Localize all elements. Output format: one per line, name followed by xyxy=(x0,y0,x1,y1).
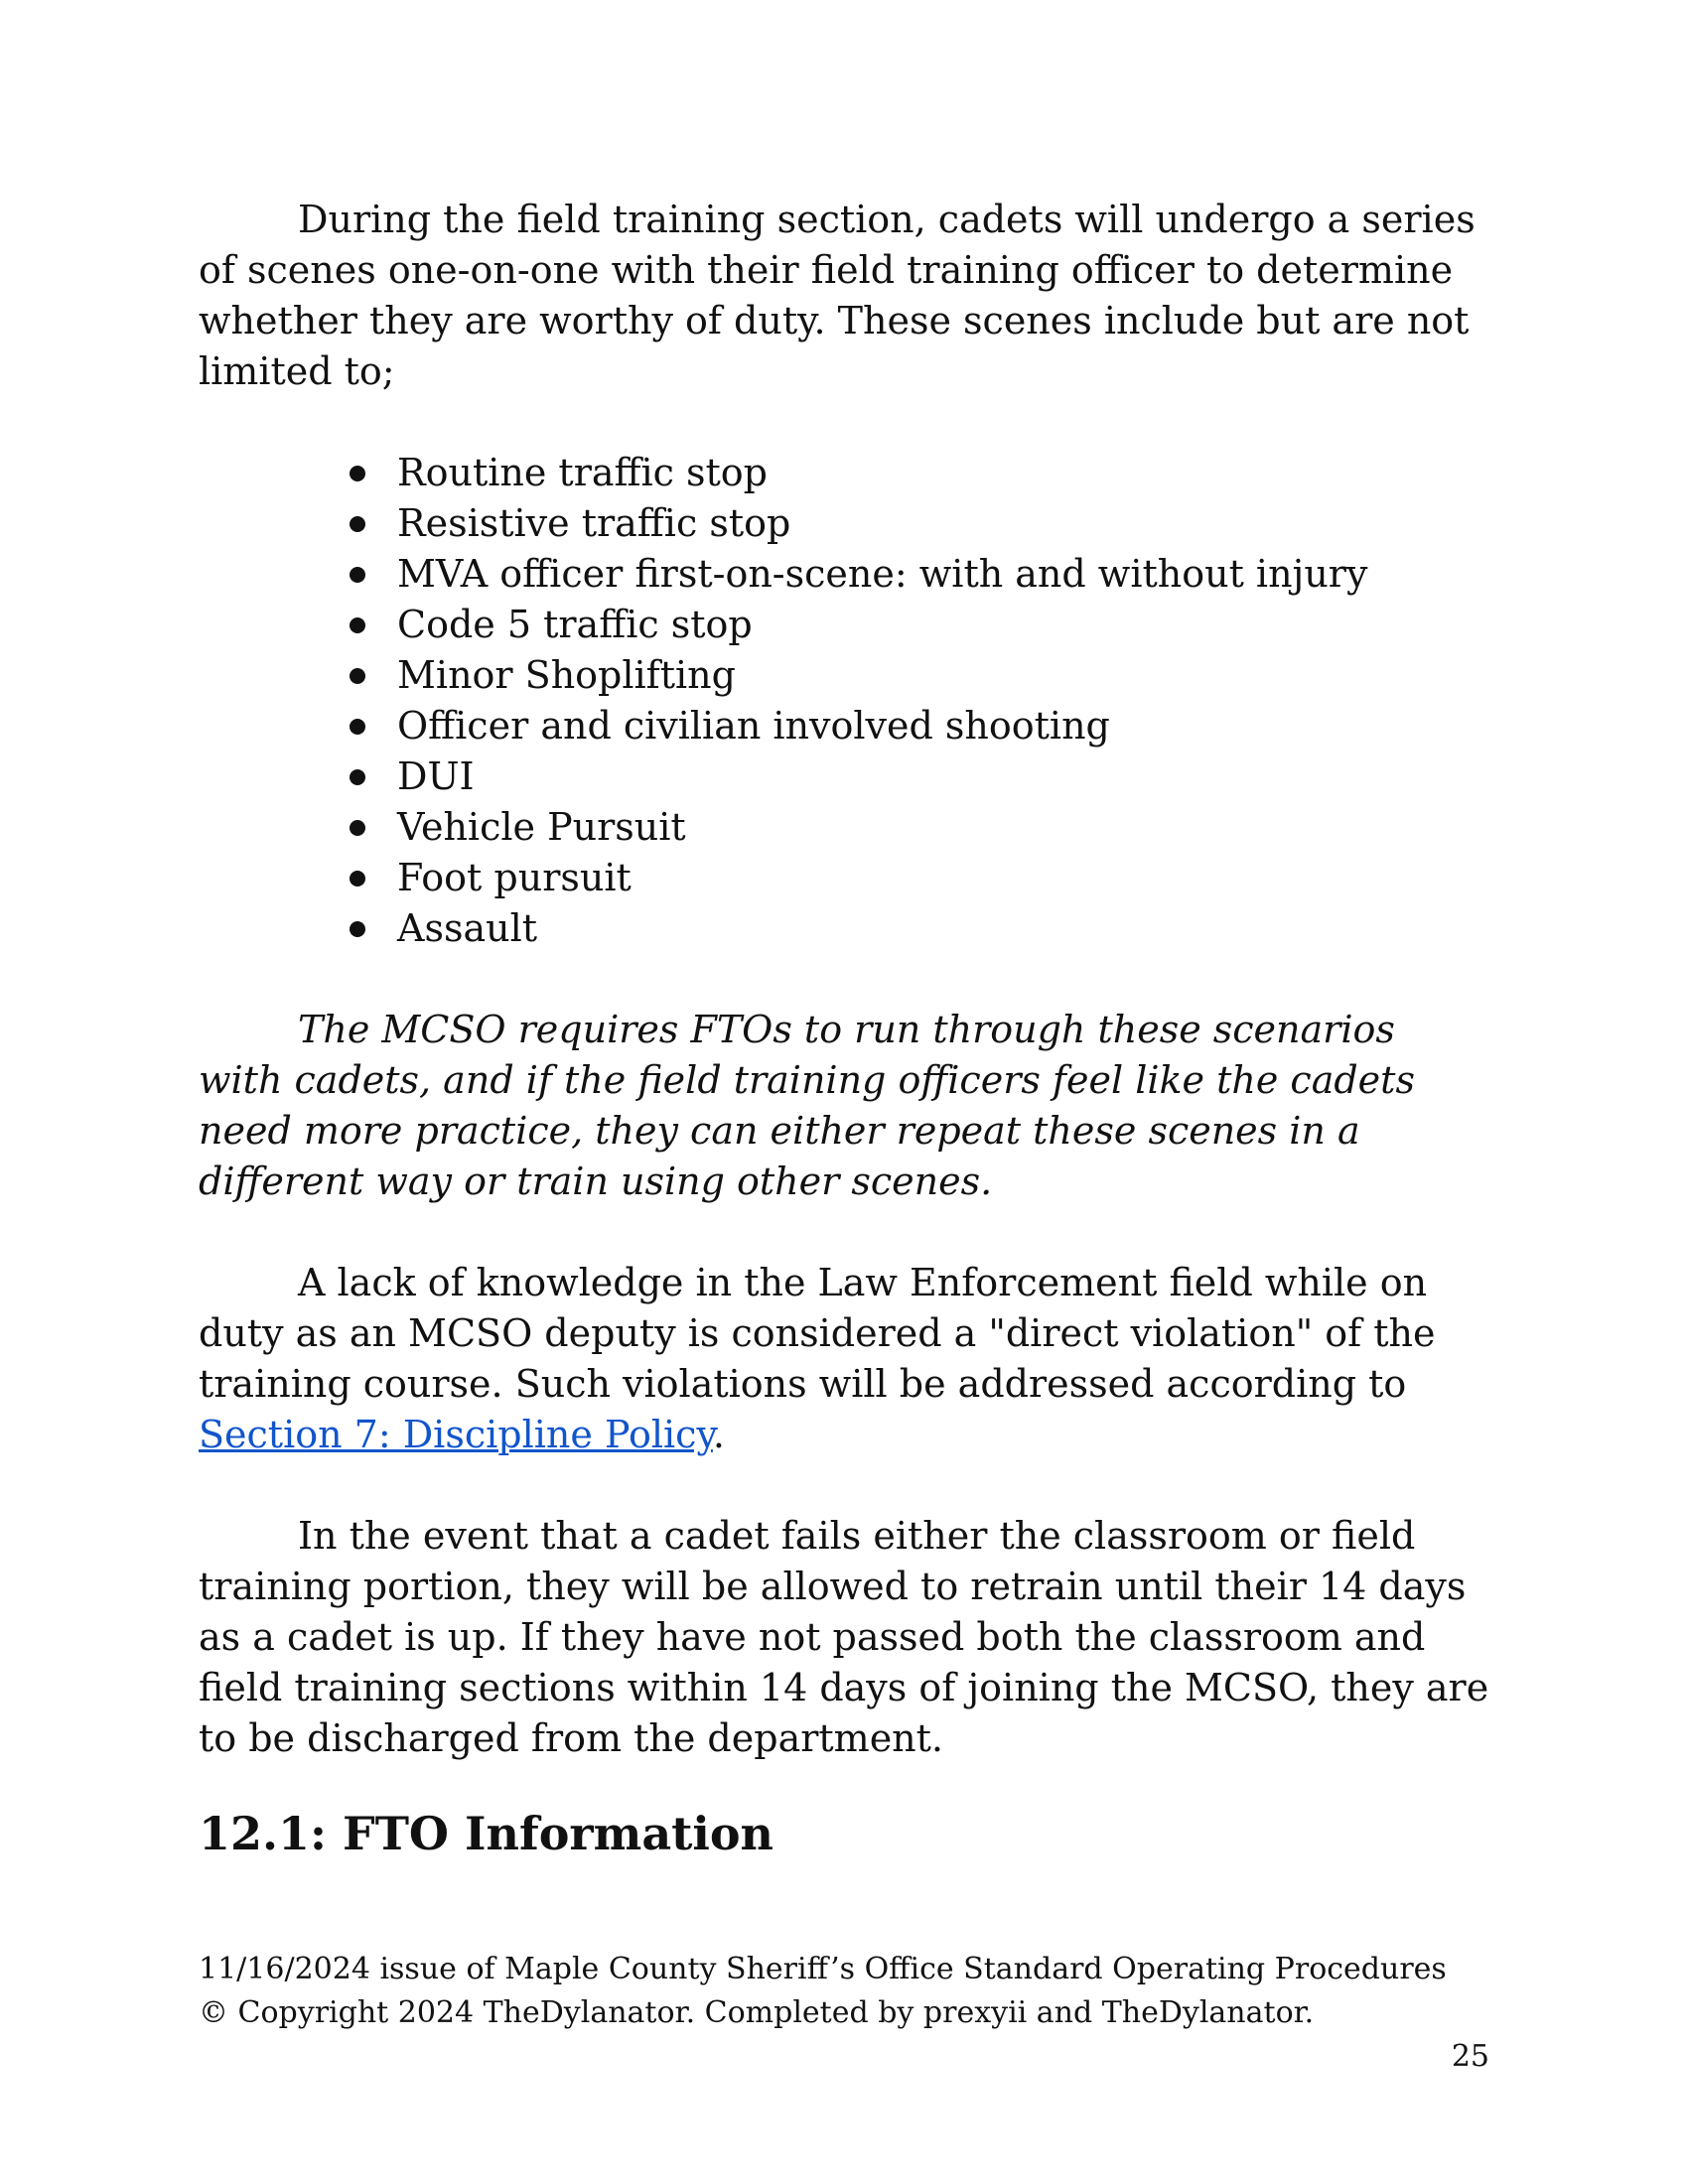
list-item-text: Officer and civilian involved shooting xyxy=(397,704,1110,748)
list-item xyxy=(397,802,1489,853)
spacer xyxy=(199,1460,1489,1511)
list-item-text: DUI xyxy=(397,754,475,798)
list-item-text: Assault xyxy=(397,906,537,950)
list-item-text: Foot pursuit xyxy=(397,856,632,899)
list-item-text: MVA officer first-on-scene: with and without injury xyxy=(397,552,1368,596)
list-item-text: Vehicle Pursuit xyxy=(397,805,686,849)
bullet-icon xyxy=(350,466,365,481)
list-item xyxy=(397,650,1489,701)
bullet-icon xyxy=(350,769,365,785)
fto-requirement-paragraph: The MCSO requires FTOs to run through these scenarios with cadets, and if the field training officers feel like the cadets need more practice, they can either repeat these scenes in a different way or train using other scenes. xyxy=(199,1008,1415,1203)
list-item-text: Code 5 traffic stop xyxy=(397,603,753,646)
page-content xyxy=(199,195,1489,1863)
bullet-icon xyxy=(350,871,365,887)
list-item xyxy=(397,498,1489,549)
bullet-icon xyxy=(350,820,365,836)
page-number: 25 xyxy=(1451,2039,1489,2074)
list-item xyxy=(397,903,1489,954)
bullet-icon xyxy=(350,516,365,532)
page-footer xyxy=(199,1948,1489,2035)
list-item xyxy=(397,600,1489,650)
spacer xyxy=(199,397,1489,448)
list-item xyxy=(397,549,1489,600)
violation-text: A lack of knowledge in the Law Enforcement field while on duty as an MCSO deputy is considered a "direct violation" of the training course. Such violations will be addressed according to xyxy=(199,1261,1436,1406)
violation-paragraph xyxy=(199,1258,1489,1460)
bullet-icon xyxy=(350,668,365,684)
spacer xyxy=(199,1764,1489,1804)
list-item-text: Routine traffic stop xyxy=(397,451,769,494)
list-item xyxy=(397,853,1489,903)
list-item xyxy=(397,701,1489,751)
discipline-policy-link[interactable]: Section 7: Discipline Policy xyxy=(199,1413,713,1456)
retrain-paragraph: In the event that a cadet fails either the classroom or field training portion, they will be allowed to retrain until their 14 days as a cadet is up. If they have not passed both the classroom and field training sections within 14 days of joining the MCSO, they are to be discharged from the department. xyxy=(199,1514,1489,1760)
spacer xyxy=(199,1207,1489,1258)
bullet-icon xyxy=(350,921,365,937)
bullet-icon xyxy=(350,719,365,735)
list-item xyxy=(397,448,1489,498)
bullet-icon xyxy=(350,567,365,583)
list-item-text: Minor Shoplifting xyxy=(397,653,736,697)
list-item xyxy=(397,751,1489,802)
section-heading: 12.1: FTO Information xyxy=(199,1807,774,1860)
intro-paragraph: During the field training section, cadets will undergo a series of scenes one-on-one with their field training officer to determine whether they are worthy of duty. These scenes include but are not limited to; xyxy=(199,198,1476,393)
list-item-text: Resistive traffic stop xyxy=(397,501,791,545)
footer-copyright-line: © Copyright 2024 TheDylanator. Completed by prexyii and TheDylanator. xyxy=(199,1995,1315,2030)
spacer xyxy=(199,954,1489,1005)
violation-text-end: . xyxy=(712,1413,725,1456)
bullet-icon xyxy=(350,617,365,633)
footer-issue-line: 11/16/2024 issue of Maple County Sheriff’s Office Standard Operating Procedures xyxy=(199,1952,1447,1986)
scene-list xyxy=(199,448,1489,954)
